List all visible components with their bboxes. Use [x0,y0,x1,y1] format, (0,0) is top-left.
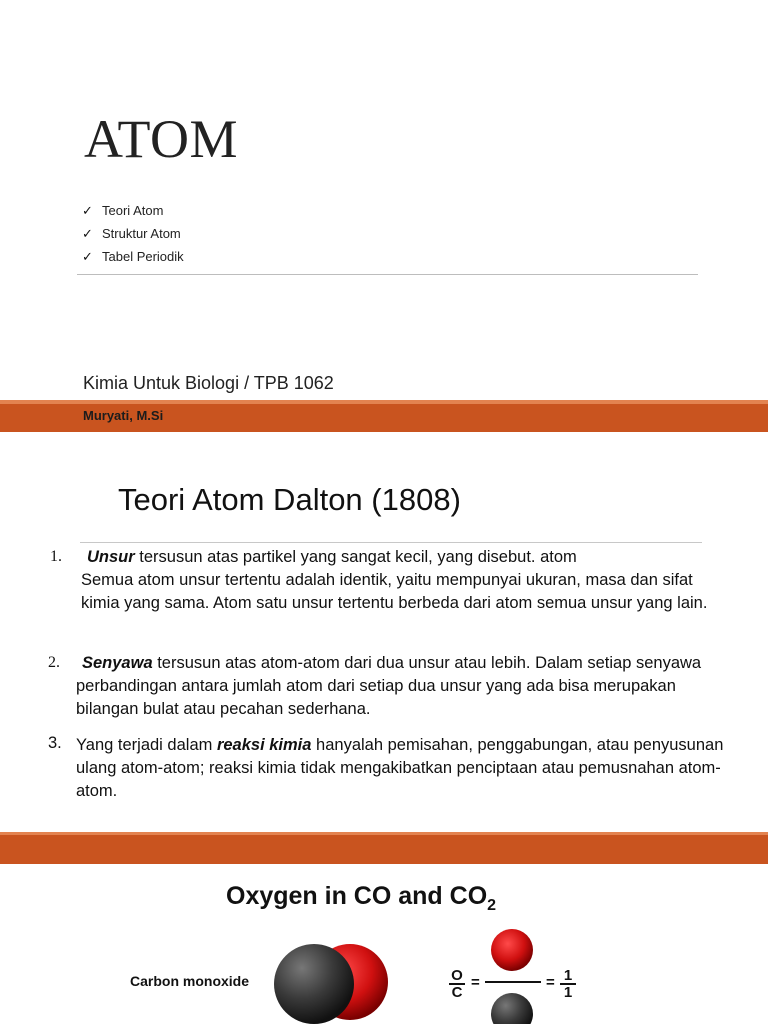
title-subscript: 2 [487,897,497,914]
equals-sign: = [546,974,555,991]
ratio-numerator: O [449,968,465,985]
ratio-molecule-icon [485,928,545,1024]
ratio-left [449,968,465,1000]
keyword: Senyawa [82,654,153,672]
ratio-right [560,968,576,1000]
slide-title: ATOM [84,109,239,169]
title-text: Oxygen in CO and CO [226,882,488,910]
postulate-text: tersusun atas atom-atom dari dua unsur atau lebih. Dalam setiap senyawa perbandingan antara jumlah atom dari setiap dua unsur yang ada bisa merupakan bilangan bulat atau pecahan sederhana. [76,654,702,718]
topic-item [82,245,184,268]
topic-item [82,199,184,222]
postulate-text: tersusun atas partikel yang sangat kecil, yang disebut. atom [134,548,577,566]
course-subtitle: Kimia Untuk Biologi / TPB 1062 [83,373,334,393]
oxygen-atom [491,929,533,971]
item-number: 1. [50,548,62,565]
co-molecule-icon [270,928,395,1024]
author-name: Muryati, M.Si [83,408,164,423]
dalton-title: Teori Atom Dalton (1808) [118,482,461,517]
keyword: reaksi kimia [216,736,312,754]
check-icon: ✓ [82,203,93,218]
carbon-atom [274,944,354,1024]
molecule-label: Carbon monoxide [130,973,250,989]
topic-label: Teori Atom [102,203,164,218]
topic-label: Struktur Atom [102,226,181,241]
dalton-postulate-2 [76,652,736,721]
carbon-atom [491,993,533,1024]
dalton-postulate-1 [81,546,731,615]
item-number: 3. [48,734,62,752]
postulate-text: hanyalah pemisahan, penggabungan, atau penyusunan ulang atom-atom; reaksi kimia tidak mengakibatkan penciptaan atau pemusnahan atom-atom. [76,736,724,800]
topic-item [82,222,184,245]
keyword: Unsur [87,548,135,566]
divider [77,274,698,275]
topic-list [82,199,184,268]
accent-bar [0,832,768,864]
check-icon: ✓ [82,226,93,241]
topic-label: Tabel Periodik [102,249,184,264]
title-slide [0,0,768,400]
postulate-text: Yang terjadi dalam [76,736,217,754]
item-number: 2. [48,654,60,671]
divider [80,542,702,543]
ratio-denominator: C [451,984,463,1001]
ratio-numerator: 1 [560,968,576,985]
ratio-denominator: 1 [563,984,573,1001]
dalton-postulate-3 [76,734,736,803]
equals-sign: = [471,974,480,991]
fraction-bar [485,981,541,983]
check-icon: ✓ [82,249,93,264]
oxygen-title [226,882,496,915]
postulate-text: Semua atom unsur tertentu adalah identik, yaitu mempunyai ukuran, masa dan sifat kimia yang sama. Atom satu unsur tertentu berbeda dari atom semua unsur yang lain. [81,571,708,612]
